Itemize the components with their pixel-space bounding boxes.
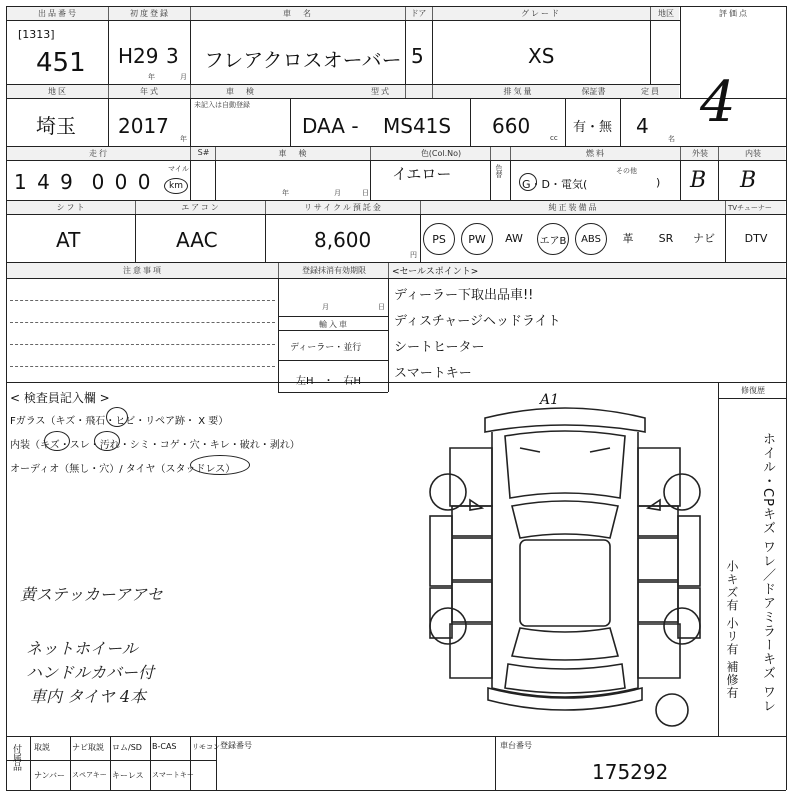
first-reg-month: 3: [166, 44, 179, 68]
glass-stone-circle: [106, 407, 128, 427]
equipment-header: 純正装備品: [548, 203, 599, 212]
equip-navi: ナビ: [693, 232, 715, 245]
inspection-date-day: 日: [362, 189, 369, 197]
year: 2017: [118, 114, 169, 138]
first-reg-header: 初度登録: [130, 9, 170, 18]
import-header: 輸入車: [319, 320, 349, 329]
mileage-unit: km: [164, 178, 188, 194]
s-no-header: S#: [197, 148, 210, 157]
car-name-header: 車 名: [283, 9, 313, 18]
inspection-date-header: 車 検: [278, 149, 309, 158]
row-divider: [6, 760, 216, 761]
lot-code: [1313]: [18, 28, 55, 41]
doors: 5: [411, 44, 424, 68]
reg-deadline-day: 日: [378, 303, 385, 311]
lot-number: 451: [36, 48, 86, 78]
recycle-fee: 8,600: [314, 228, 372, 252]
dashed-line: [10, 366, 275, 367]
car-damage-diagram: [420, 388, 710, 728]
warranty: 有・無: [573, 120, 613, 135]
notes-header: 注意事項: [123, 266, 163, 275]
inspection-header: 車 検: [226, 87, 256, 96]
lot-header: 出品番号: [38, 9, 78, 18]
doors-header: ドア: [410, 9, 427, 18]
fuel-other-label: その他: [616, 167, 637, 175]
car-name: フレアクロスオーバー: [204, 48, 402, 72]
col-divider: [388, 262, 389, 392]
serial-header: 車台番号: [500, 741, 532, 750]
first-reg-month-unit: 月: [180, 73, 187, 81]
diagram-side-note-1: ホイル・CPキズ ワレ／ドアミラーキズ ワレ: [760, 432, 775, 714]
year-header: 年式: [140, 87, 160, 96]
handwritten-note-1: 黄ステッカーアアセ: [20, 585, 163, 604]
mileage-header: 走行: [89, 149, 109, 158]
region: 埼玉: [36, 114, 76, 138]
footer-item-remote: リモコン: [192, 743, 220, 751]
footer-item-plate: ナンバー: [34, 771, 66, 780]
displacement-header: 排気量: [503, 87, 534, 96]
col-divider: [620, 98, 621, 146]
mileage-digits: 1 4 9 0 0 0: [14, 170, 153, 194]
row-divider: [6, 160, 786, 161]
frame-bottom: [6, 790, 786, 791]
row-divider: [718, 398, 786, 399]
displacement-unit: cc: [550, 134, 558, 142]
equip-aw: AW: [505, 231, 523, 245]
frame-right: [786, 6, 787, 790]
mileage-unit-top: マイル: [168, 165, 189, 173]
equip-ps: PS: [423, 223, 455, 255]
studless-circle: [190, 455, 250, 475]
color-header: 色(Col.No): [420, 149, 462, 158]
reg-deadline-month: 月: [322, 303, 329, 311]
col-divider: [70, 736, 71, 790]
footer-item-smart-key: スマートキー: [152, 771, 194, 779]
equip-airbag: エアB: [537, 223, 569, 255]
color: イエロー: [392, 165, 452, 183]
region-header: 地区: [658, 9, 674, 18]
row-divider: [278, 392, 388, 393]
row-divider: [6, 98, 786, 99]
import-options: ディーラー・並行: [290, 343, 362, 353]
row-divider: [6, 278, 786, 279]
col-divider: [110, 736, 111, 790]
model-header: 型式: [371, 87, 391, 96]
reg-deadline-header: 登録抹消有効期限: [302, 266, 366, 275]
inspection-date-month: 月: [334, 189, 341, 197]
dashed-line: [10, 322, 275, 323]
footer-item-keyless: キーレス: [112, 771, 144, 780]
equip-leather: 革: [622, 232, 634, 245]
fuel-header: 燃料: [586, 149, 606, 158]
sales-point-1: ディーラー下取出品車!!: [394, 288, 534, 303]
inspection-note: 未記入は自動登録: [194, 101, 250, 109]
col-divider: [290, 98, 291, 146]
row-divider: [278, 360, 388, 361]
diagram-mark-a1: A1: [540, 392, 560, 408]
row-divider: [6, 382, 786, 383]
frame-left: [6, 6, 7, 790]
col-divider: [718, 382, 719, 736]
first-reg-era: H29: [118, 44, 159, 68]
col-divider: [190, 98, 191, 146]
seating: 4: [636, 114, 649, 138]
tv-header: TVチューナー: [728, 204, 772, 212]
col-divider: [278, 262, 279, 392]
row-divider: [278, 330, 388, 331]
col-divider: [680, 6, 681, 98]
history-header: 修復歴: [741, 386, 765, 395]
interior-header: 内装: [745, 149, 761, 158]
row-divider: [6, 214, 786, 215]
inspection-date-year: 年: [282, 189, 289, 197]
recycle-header: リサイクル預託金: [304, 203, 383, 212]
dashed-line: [10, 344, 275, 345]
equip-abs: ABS: [575, 223, 607, 255]
equip-sr: SR: [658, 231, 674, 245]
handwritten-note-2: ネットホイール: [26, 639, 138, 658]
seating-header: 定員: [641, 87, 661, 96]
interior-scratch-circle: [44, 431, 70, 451]
year-unit: 年: [180, 135, 187, 143]
aircon: AAC: [176, 228, 218, 252]
inspector-line-glass: Fガラス（キズ・飛石・ヒビ・リペア跡・ X 要）: [10, 416, 229, 427]
sales-points-header: <セールスポイント>: [392, 267, 479, 277]
handwritten-note-4: 車内 タイヤ 4本: [30, 687, 147, 706]
model-prefix: DAA -: [302, 114, 359, 138]
exterior-header: 外装: [692, 149, 708, 158]
footer-item-manual: 取説: [34, 743, 50, 752]
col-divider: [30, 736, 31, 790]
exterior-grade: B: [690, 168, 707, 193]
first-reg-year-unit: 年: [148, 73, 155, 81]
grade-header: グレード: [521, 9, 561, 18]
footer-row-label: 付属品: [11, 744, 21, 771]
fuel-options: G・D・電気(: [522, 178, 588, 191]
grade: XS: [528, 44, 555, 68]
footer-item-spare-key: スペアキー: [72, 771, 107, 779]
sales-point-2: ディスチャージヘッドライト: [394, 314, 561, 329]
aircon-header: エアコン: [181, 203, 221, 212]
shift-header: シフト: [56, 203, 87, 212]
fuel-close: ): [656, 176, 661, 189]
interior-grade: B: [740, 168, 757, 193]
col-divider: [108, 98, 109, 146]
row-divider: [278, 316, 388, 317]
reg-no-header: 登録番号: [220, 741, 252, 750]
footer-item-rom: ロム/SD: [112, 743, 142, 752]
dashed-line: [10, 300, 275, 301]
eval-header: 評価点: [719, 9, 749, 18]
seating-unit: 名: [668, 135, 675, 143]
col-divider: [470, 98, 471, 146]
sales-point-3: シートヒーター: [394, 340, 485, 355]
region-header-2: 地区: [48, 87, 68, 96]
equip-dtv: DTV: [744, 231, 768, 245]
equip-pw: PW: [461, 223, 493, 255]
warranty-header: 保証書: [581, 87, 606, 96]
inspector-header: < 検査員記入欄 >: [10, 391, 110, 405]
col-divider: [190, 736, 191, 790]
col-divider: [150, 736, 151, 790]
fuel-selected-circle: [519, 173, 537, 191]
displacement: 660: [492, 114, 531, 138]
diagram-side-note-2: 小キズ有 小リ有 補修有: [725, 560, 739, 700]
model-code: MS41S: [383, 114, 452, 138]
row-divider: [6, 736, 786, 737]
sales-point-4: スマートキー: [394, 366, 472, 381]
inspector-line-audio: オーディオ（無し・穴）/ タイヤ（スタッドレス）: [10, 464, 236, 475]
handwritten-note-3: ハンドルカバー付: [26, 663, 155, 682]
serial-number: 175292: [592, 760, 669, 784]
inspector-line-interior: 内装（キズ・スレ・汚れ・シミ・コゲ・穴・キレ・破れ・剥れ）: [10, 440, 300, 451]
eval-score: 4: [700, 70, 736, 135]
interior-stain-circle: [94, 431, 120, 451]
recycle-unit: 円: [410, 251, 417, 259]
shift: AT: [56, 228, 81, 252]
col-divider: [495, 736, 496, 790]
color-change-label: 色替: [495, 164, 503, 178]
footer-item-bcas: B-CAS: [152, 742, 177, 751]
handle-options: 左H ・ 右H: [296, 376, 362, 387]
footer-item-navi-manual: ナビ取説: [72, 743, 104, 752]
col-divider: [565, 98, 566, 146]
